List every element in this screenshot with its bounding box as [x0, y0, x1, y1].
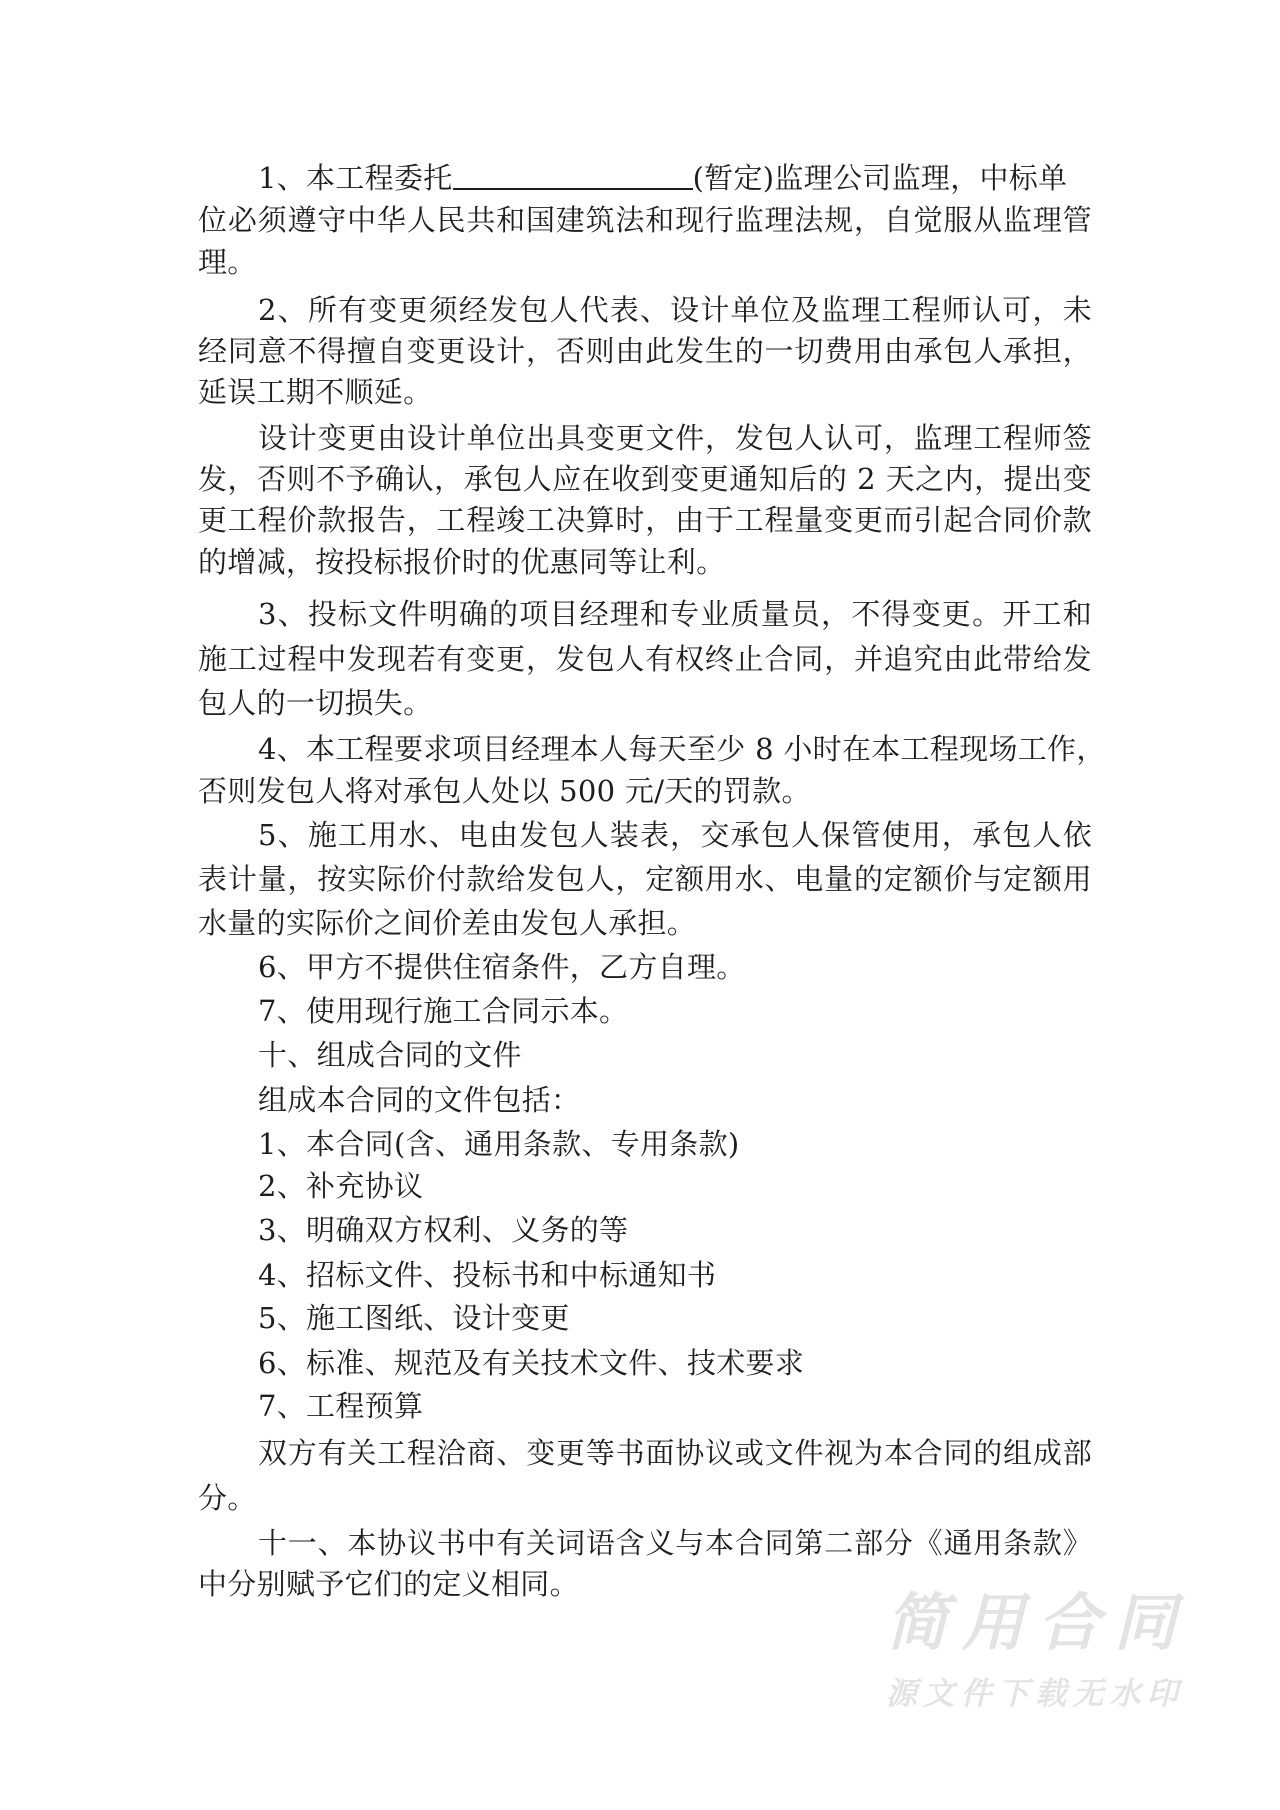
clause-4-line-1: 4、本工程要求项目经理本人每天至少 8 小时在本工程现场工作，	[258, 732, 1106, 766]
design-change-line-2: 发，否则不予确认，承包人应在收到变更通知后的 2 天之内，提出变	[198, 462, 1092, 496]
watermark-brand: 简用合同	[886, 1586, 1178, 1659]
clause-3-line-1: 3、投标文件明确的项目经理和专业质量员，不得变更。开工和	[258, 597, 1092, 631]
design-change-line-1: 设计变更由设计单位出具变更文件，发包人认可，监理工程师签	[258, 421, 1092, 455]
section-10-intro: 组成本合同的文件包括：	[258, 1083, 581, 1117]
contract-doc-item-6: 6、标准、规范及有关技术文件、技术要求	[258, 1346, 805, 1380]
design-change-line-4: 的增减，按投标报价时的优惠同等让利。	[198, 545, 726, 579]
contract-doc-item-3: 3、明确双方权利、义务的等	[258, 1213, 629, 1247]
clause-5-line-1: 5、施工用水、电由发包人装表，交承包人保管使用，承包人依	[258, 818, 1092, 852]
clause-1-prefix: 1、本工程委托	[258, 161, 453, 195]
clause-2-line-3: 延误工期不顺延。	[198, 375, 433, 409]
contract-doc-item-5: 5、施工图纸、设计变更	[258, 1301, 570, 1335]
clause-3-line-3: 包人的一切损失。	[198, 686, 433, 720]
contract-doc-item-1: 1、本合同(含、通用条款、专用条款)	[258, 1127, 740, 1161]
section-11-line-2: 中分别赋予它们的定义相同。	[198, 1567, 579, 1601]
clause-1-line-2: 位必须遵守中华人民共和国建筑法和现行监理法规，自觉服从监理管	[198, 203, 1092, 237]
supervisor-company-blank	[453, 160, 693, 190]
clause-7: 7、使用现行施工合同示本。	[258, 994, 629, 1028]
clause-2-line-2: 经同意不得擅自变更设计，否则由此发生的一切费用由承包人承担，	[198, 334, 1092, 368]
clause-3-line-2: 施工过程中发现若有变更，发包人有权终止合同，并追究由此带给发	[198, 642, 1092, 676]
design-change-line-3: 更工程价款报告，工程竣工决算时，由于工程量变更而引起合同价款	[198, 503, 1092, 537]
watermark-slogan: 源文件下载无水印	[886, 1676, 1178, 1712]
negotiation-clause-line-1: 双方有关工程洽商、变更等书面协议或文件视为本合同的组成部	[258, 1436, 1092, 1470]
clause-1-suffix: (暂定)监理公司监理，中标单	[692, 161, 1068, 195]
contract-doc-item-7: 7、工程预算	[258, 1389, 424, 1423]
negotiation-clause-line-2: 分。	[198, 1481, 257, 1515]
clause-5-line-2: 表计量，按实际价付款给发包人，定额用水、电量的定额价与定额用	[198, 862, 1092, 896]
clause-1-line-3: 理。	[198, 245, 257, 279]
clause-6: 6、甲方不提供住宿条件，乙方自理。	[258, 950, 746, 984]
section-10-heading: 十、组成合同的文件	[258, 1038, 522, 1072]
section-11-line-1: 十一、本协议书中有关词语含义与本合同第二部分《通用条款》	[258, 1526, 1092, 1560]
clause-5-line-3: 水量的实际价之间价差由发包人承担。	[198, 906, 697, 940]
contract-doc-item-2: 2、补充协议	[258, 1169, 424, 1203]
clause-2-line-1: 2、所有变更须经发包人代表、设计单位及监理工程师认可，未	[258, 293, 1092, 327]
contract-doc-item-4: 4、招标文件、投标书和中标通知书	[258, 1258, 717, 1292]
clause-1-line-1	[258, 158, 1092, 198]
clause-4-line-2: 否则发包人将对承包人处以 500 元/天的罚款。	[198, 774, 811, 808]
